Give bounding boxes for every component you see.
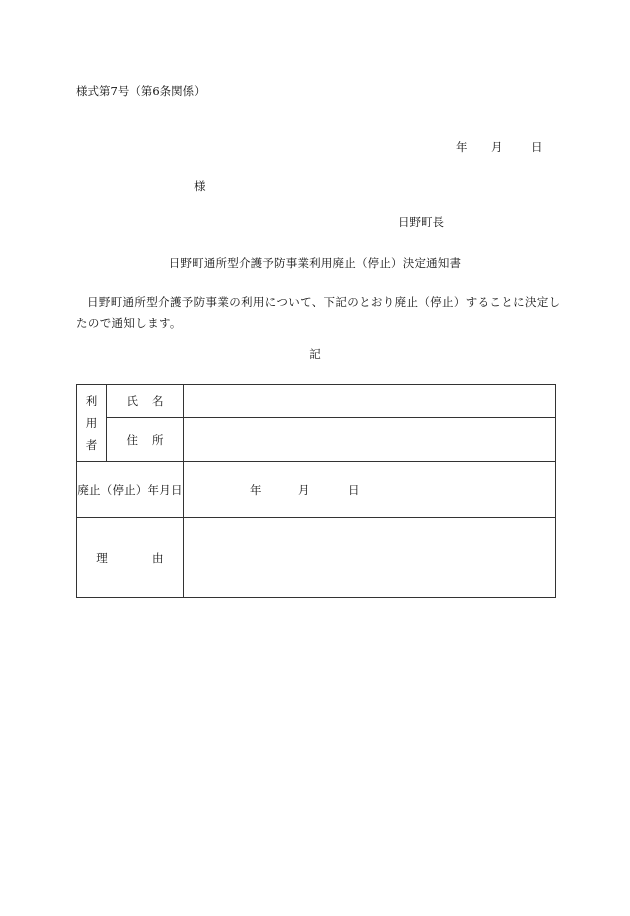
reason-label-char: 由 [152, 550, 164, 565]
issue-date-day: 日 [531, 140, 543, 154]
table-row-name [77, 385, 556, 418]
address-label [107, 418, 184, 462]
issue-date [456, 142, 543, 154]
reason-field[interactable] [184, 518, 556, 598]
stop-date-field[interactable] [184, 462, 556, 518]
address-label-char: 所 [152, 432, 164, 447]
issuer: 日野町長 [398, 215, 444, 229]
issue-date-month: 月 [491, 140, 503, 154]
stop-date-label: 廃止（停止）年月日 [77, 462, 184, 518]
form-number: 様式第7号（第6条関係） [76, 84, 206, 98]
name-label [107, 385, 184, 418]
stop-date-month: 月 [298, 482, 310, 497]
address-label-char: 住 [126, 432, 138, 447]
name-label-char: 名 [152, 394, 164, 408]
notice-body: 日野町通所型介護予防事業の利用について、下記のとおり廃止（停止）することに決定したので通知します。 [76, 295, 561, 330]
user-label [77, 385, 107, 462]
record-heading: 記 [309, 347, 321, 361]
address-field[interactable] [184, 418, 556, 462]
document-title: 日野町通所型介護予防事業利用廃止（停止）決定通知書 [168, 256, 462, 270]
stop-date-day: 日 [348, 482, 360, 497]
addressee-suffix: 様 [194, 179, 206, 193]
table-row-address [77, 418, 556, 462]
table-row-date [77, 462, 556, 518]
user-label-char: 者 [85, 438, 98, 452]
table-row-reason [77, 518, 556, 598]
reason-label [77, 518, 184, 598]
user-label-char: 利 [85, 394, 98, 408]
issue-date-year: 年 [456, 140, 468, 154]
name-label-char: 氏 [126, 394, 138, 408]
record-table [76, 384, 556, 598]
reason-label-char: 理 [96, 550, 108, 565]
stop-date-year: 年 [250, 482, 262, 497]
user-label-char: 用 [85, 416, 98, 430]
name-field[interactable] [184, 385, 556, 418]
